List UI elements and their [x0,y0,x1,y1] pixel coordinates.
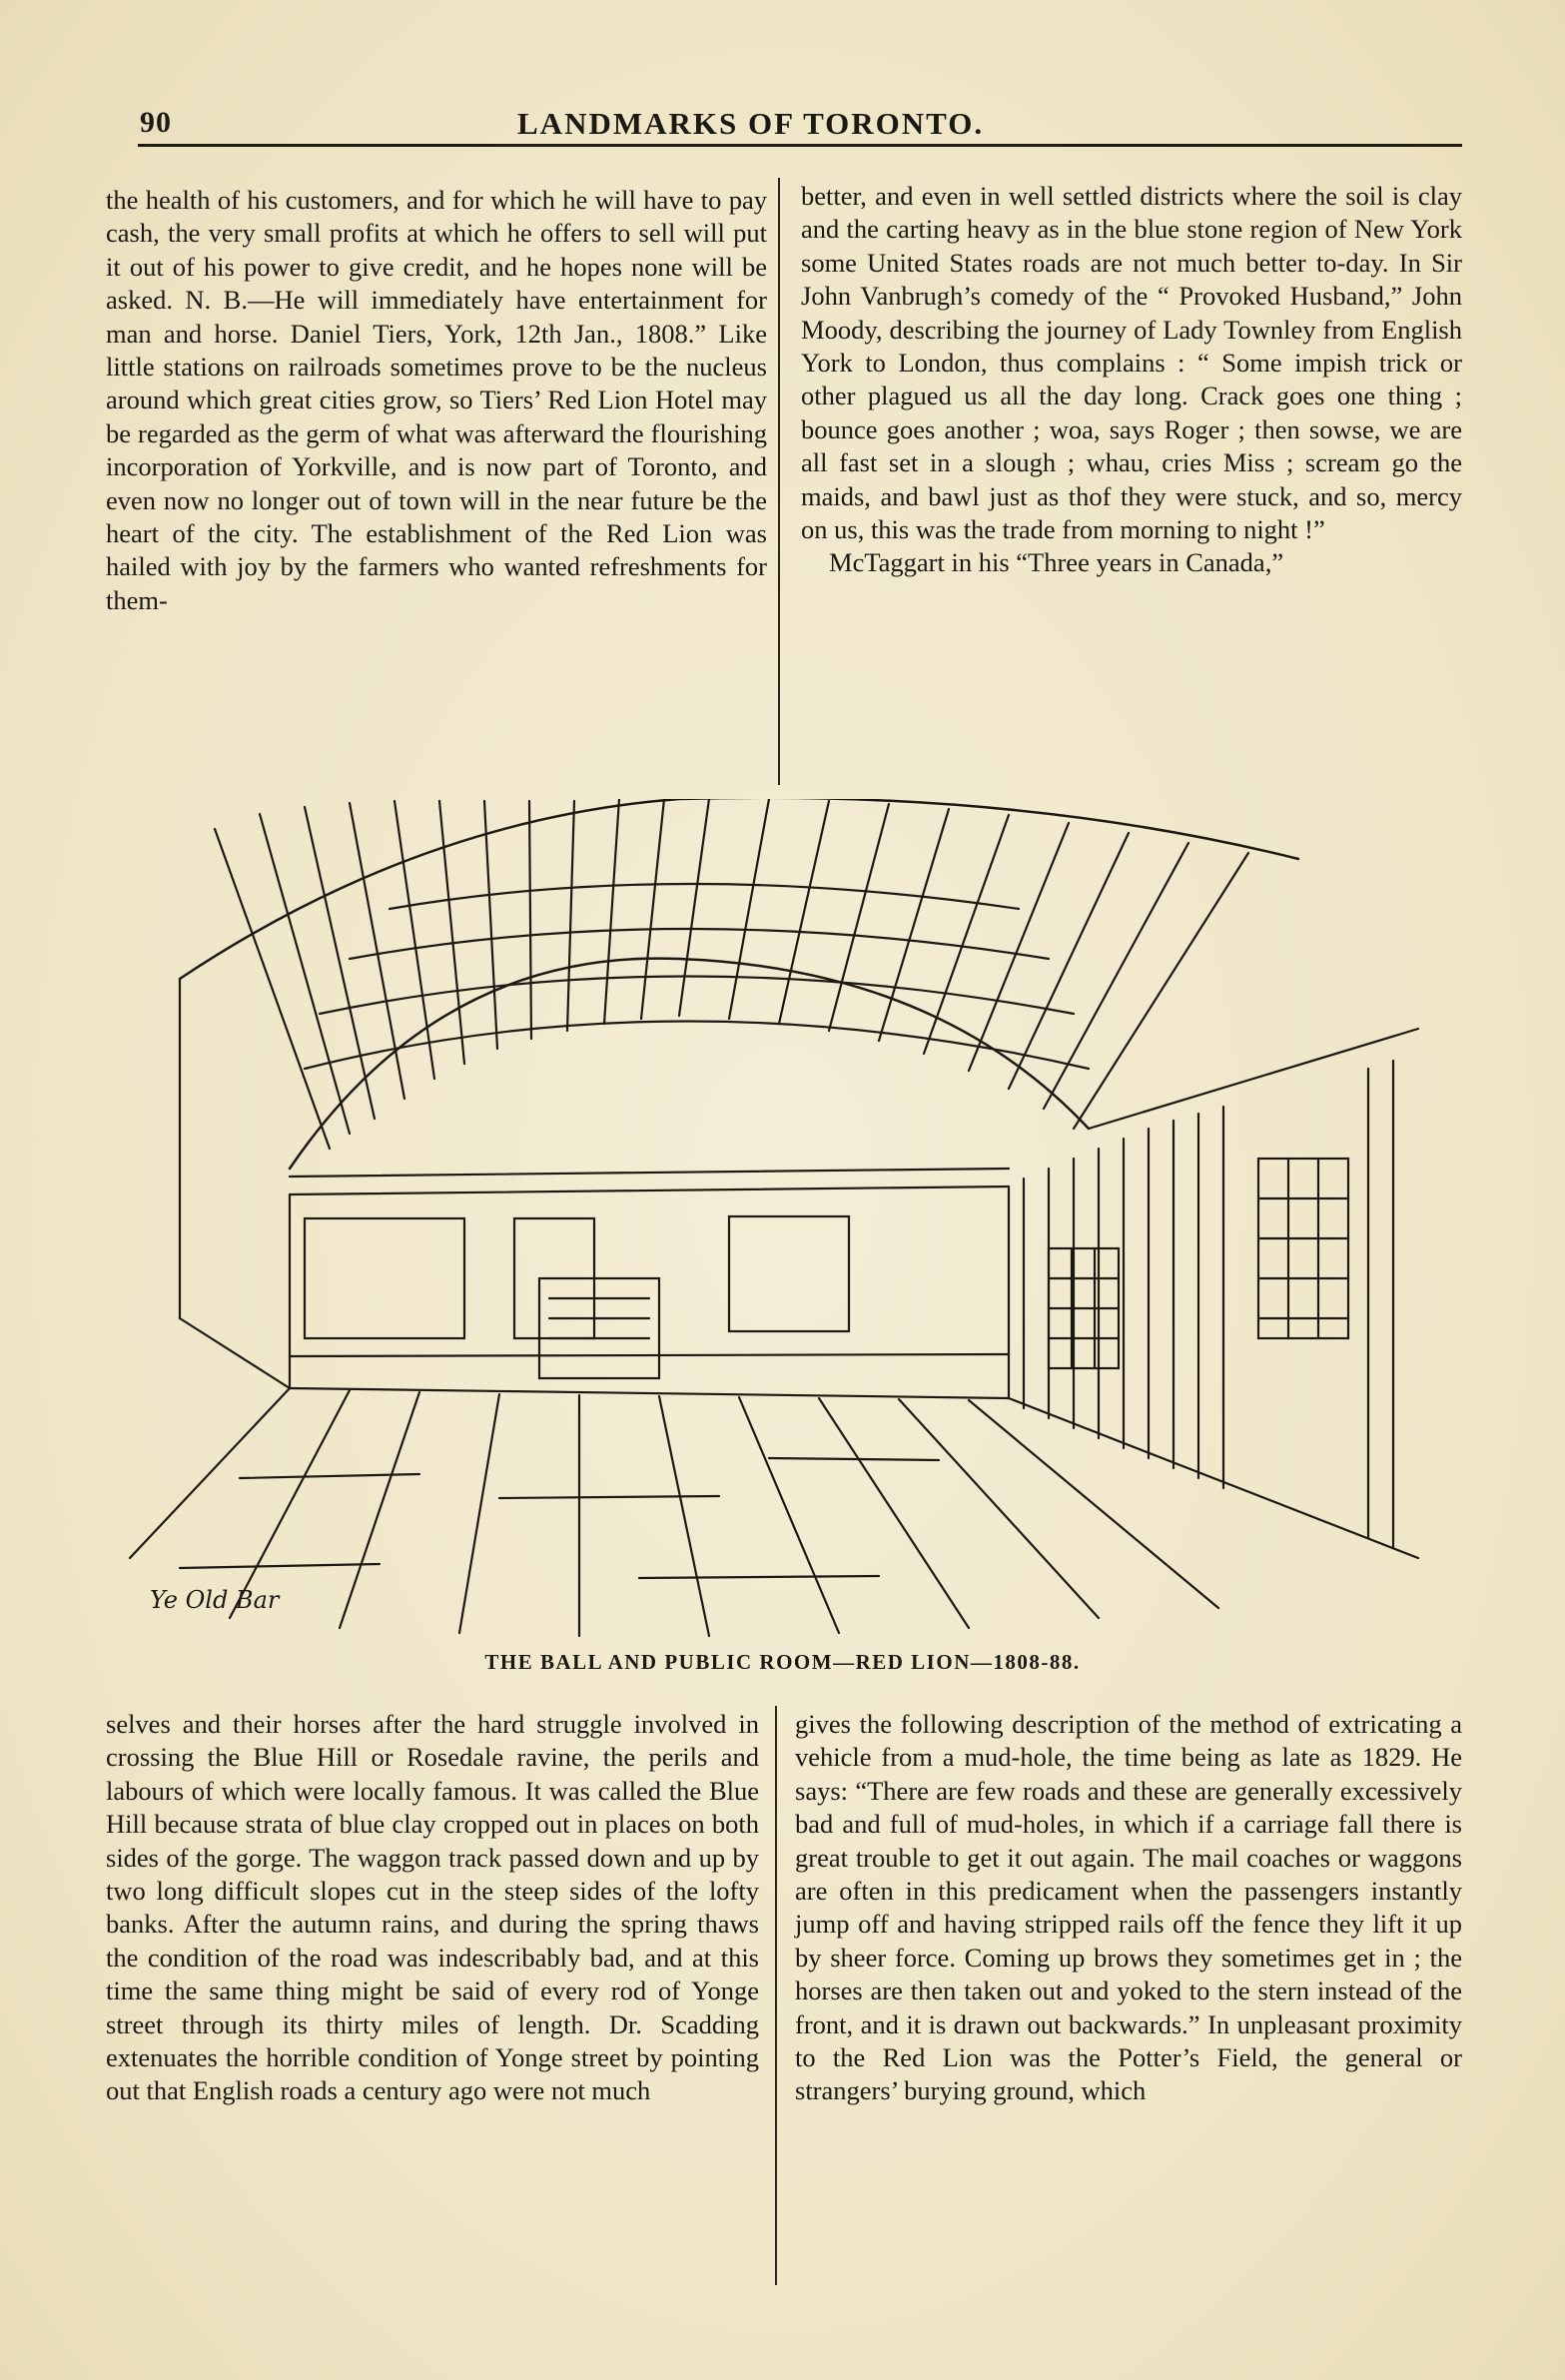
top-left-column [106,184,767,617]
top-left-paragraph: the health of his customers, and for which he will have to pay cash, the very small profits at which he offers to sell will put it out of his power to give credit, and he hopes none will be asked. N. B.—He will immediately have entertainment for man and horse. Daniel Tiers, York, 12th Jan., 1808.” Like little stations on railroads sometimes prove to be the nucleus around which great cities grow, so Tiers’ Red Lion Hotel may be regarded as the germ of what was afterward the flourishing incorporation of Yorkville, and is now part of Toronto, and even now no longer out of town will in the near future be the heart of the city. The establishment of the Red Lion was hailed with joy by the farmers who wanted refreshments for them- [106,185,767,615]
page-header [138,104,1462,147]
column-divider-top [778,178,780,785]
bottom-left-paragraph: selves and their horses after the hard struggle involved in crossing the Blue Hill or Rosedale ravine, the perils and labours of which were locally famous. It was called the Blue Hill because strata of blue clay cropped out in places on both sides of the gorge. The waggon track passed down and up by two long difficult slopes cut in the steep sides of the lofty banks. After the autumn rains, and during the spring thaws the condition of the road was indescribably bad, and at this time the same thing might be said of every rod of Yonge street through its thirty miles of length. Dr. Scadding extenuates the horrible condition of Yonge street by pointing out that English roads a century ago were not much [106,1709,759,2106]
engraver-signature: Ye Old Bar [150,1586,280,1614]
running-title: LANDMARKS OF TORONTO. [517,106,985,141]
bottom-left-column [106,1708,759,2108]
top-right-paragraph: better, and even in well settled districts where the soil is clay and the carting heavy as in the blue stone region of New York some United States roads are not much better to-day. In Sir John Vanbrugh’s comedy of the “ Provoked Husband,” John Moody, describing the journey of Lady Townley from English York to London, thus complains : “ Some impish trick or other plagued us all the day long. Crack goes one thing ; bounce goes another ; woa, says Roger ; then sowse, we are all fast set in a slough ; whau, cries Miss ; scream go the maids, and bawl just as thof they were stuck, and so, mercy on us, this was the trade from morning to night !” [801,181,1462,545]
top-right-column [801,180,1462,580]
page-number: 90 [140,106,172,139]
top-right-continuation: McTaggart in his “Three years in Canada,” [829,547,1284,578]
ballroom-engraving [120,799,1448,1638]
figure-caption: THE BALL AND PUBLIC ROOM—RED LION—1808-88. [484,1650,1081,1674]
column-divider-bottom [775,1706,777,2285]
bottom-right-column [795,1708,1462,2108]
bottom-right-paragraph: gives the following description of the method of extricating a vehicle from a mud-hole, the time being as late as 1829. He says: “There are few roads and these are generally excessively bad and full of mud-holes, in which if a carriage fall there is great trouble to get it out again. The mail coaches or waggons are often in this predicament when the passengers instantly jump off and having stripped rails off the fence they lift it up by sheer force. Coming up brows they sometimes get in ; the horses are then taken out and yoked to the stern instead of the front, and it is drawn out backwards.” In unpleasant proximity to the Red Lion was the Potter’s Field, the general or strangers’ burying ground, which [795,1709,1462,2106]
